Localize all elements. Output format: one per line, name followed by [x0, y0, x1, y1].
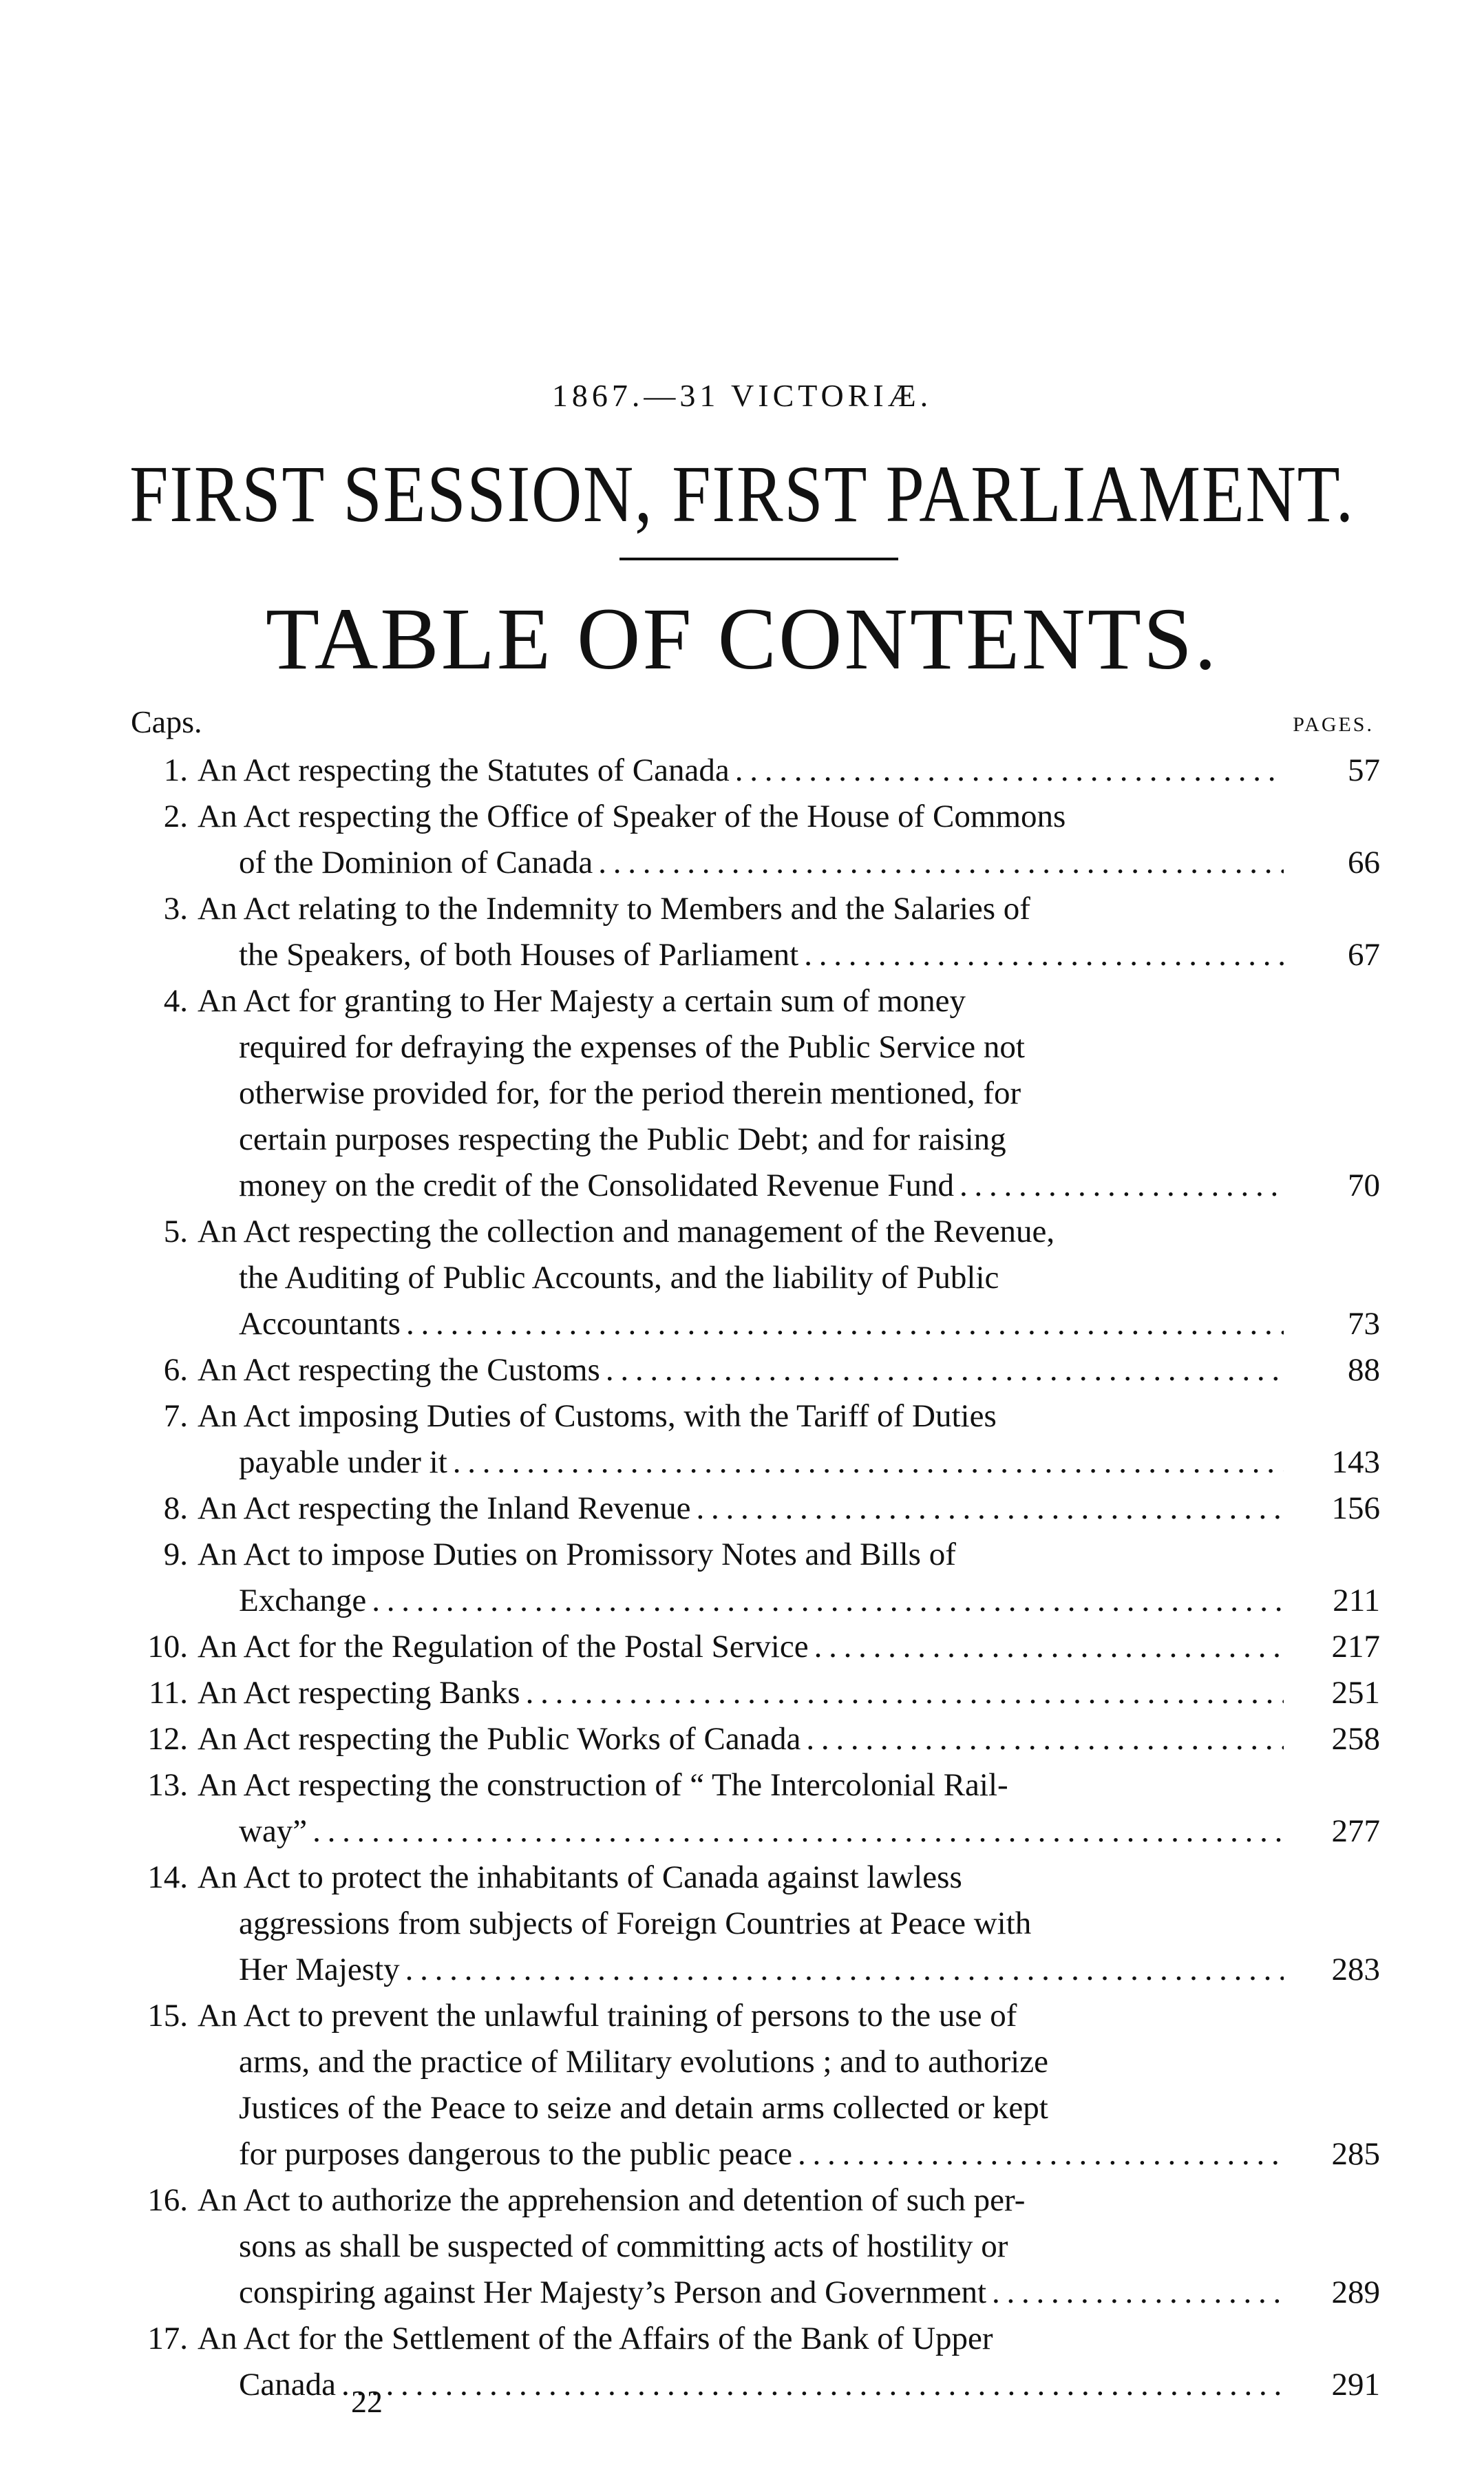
page-number: 156: [1331, 1490, 1380, 1526]
toc-entry: [120, 1486, 1380, 1532]
act-title-final-line: [239, 2270, 1284, 2316]
act-title-text: way”: [239, 1813, 308, 1849]
toc-entry: [120, 1532, 1380, 1624]
act-title-text: conspiring against Her Majesty’s Person and Government: [239, 2274, 987, 2310]
dot-leader: [598, 840, 1284, 886]
act-title-text: An Act respecting the Statutes of Canada: [198, 752, 730, 788]
act-title-final-line: [198, 1486, 1284, 1532]
act-title-final-line: [239, 1578, 1284, 1624]
chapter-number: 6.: [163, 1352, 188, 1388]
act-title-text: the Speakers, of both Houses of Parliament: [239, 937, 799, 973]
page-number: 211: [1333, 1583, 1380, 1618]
chapter-number: 14.: [147, 1859, 188, 1895]
act-title-text: An Act respecting the Inland Revenue: [198, 1490, 691, 1526]
dot-leader: [453, 1439, 1284, 1486]
act-title-final-line: [198, 1670, 1284, 1716]
act-title-final-line: [239, 840, 1284, 886]
chapter-number: 9.: [163, 1537, 188, 1572]
toc-entry: [120, 1393, 1380, 1486]
toc-entry: [120, 1347, 1380, 1393]
act-title-text: An Act respecting the Customs: [198, 1352, 600, 1388]
page-number: 283: [1331, 1952, 1380, 1987]
page-number: 289: [1331, 2274, 1380, 2310]
chapter-number: 12.: [147, 1721, 188, 1757]
chapter-number: 17.: [147, 2321, 188, 2356]
page-number: 57: [1348, 752, 1380, 788]
dot-leader: [960, 1163, 1284, 1209]
dot-leader: [992, 2270, 1284, 2316]
act-title-final-line: [198, 1347, 1284, 1393]
chapter-number: 2.: [163, 799, 188, 834]
chapter-number: 16.: [147, 2182, 188, 2218]
act-title-text: An Act respecting the Public Works of Canada: [198, 1721, 801, 1757]
toc-entry: [120, 978, 1380, 1209]
chapter-number: 15.: [147, 1998, 188, 2034]
act-title-final-line: [239, 1947, 1284, 1993]
act-title-line: An Act to impose Duties on Promissory Notes and Bills of: [198, 1537, 956, 1572]
chapter-number: 10.: [147, 1629, 188, 1665]
year-regnal-heading: 1867.—31 VICTORIÆ.: [551, 378, 933, 413]
page-number: 70: [1348, 1168, 1380, 1203]
page-number: 258: [1331, 1721, 1380, 1757]
dot-leader: [798, 2131, 1284, 2177]
act-title-text: payable under it: [239, 1444, 447, 1480]
signature-mark: 22: [351, 2384, 383, 2419]
page-number: 277: [1331, 1813, 1380, 1849]
dot-leader: [526, 1670, 1284, 1716]
toc-entry: [120, 1209, 1380, 1347]
act-title-line: An Act to authorize the apprehension and detention of such per-: [198, 2182, 1026, 2218]
dot-leader: [372, 1578, 1284, 1624]
act-title-line: An Act for granting to Her Majesty a certain sum of money: [198, 983, 966, 1019]
act-title-final-line: [239, 2131, 1284, 2177]
act-title-final-line: [198, 1624, 1284, 1670]
chapter-number: 3.: [163, 891, 188, 927]
toc-list: [120, 748, 1380, 2408]
chapter-number: 5.: [163, 1214, 188, 1249]
chapter-number: 11.: [148, 1675, 188, 1711]
act-title-text: Her Majesty: [239, 1952, 400, 1987]
toc-entry: [120, 1993, 1380, 2177]
dot-leader: [814, 1624, 1284, 1670]
act-title-line: otherwise provided for, for the period therein mentioned, for: [239, 1075, 1021, 1111]
toc-entry: [120, 2177, 1380, 2316]
dot-leader: [312, 1808, 1284, 1855]
page-number: 66: [1348, 845, 1380, 880]
chapter-number: 13.: [147, 1767, 188, 1803]
act-title-final-line: [239, 1808, 1284, 1855]
page-number: 291: [1331, 2367, 1380, 2403]
act-title-text: An Act respecting Banks: [198, 1675, 520, 1711]
session-title: FIRST SESSION, FIRST PARLIAMENT.: [129, 449, 1355, 539]
table-of-contents-title: TABLE OF CONTENTS.: [265, 590, 1219, 688]
title-divider: [619, 558, 898, 560]
toc-entry: [120, 886, 1380, 978]
act-title-line: the Auditing of Public Accounts, and the liability of Public: [239, 1260, 999, 1296]
act-title-line: An Act respecting the collection and management of the Revenue,: [198, 1214, 1055, 1249]
dot-leader: [806, 1716, 1284, 1762]
act-title-text: Accountants: [239, 1306, 401, 1342]
dot-leader: [735, 748, 1284, 794]
act-title-text: of the Dominion of Canada: [239, 845, 593, 880]
chapter-number: 7.: [163, 1398, 188, 1434]
act-title-final-line: [239, 1439, 1284, 1486]
act-title-line: An Act respecting the construction of “ The Intercolonial Rail-: [198, 1767, 1008, 1803]
dot-leader: [697, 1486, 1284, 1532]
act-title-line: An Act for the Settlement of the Affairs of the Bank of Upper: [198, 2321, 993, 2356]
act-title-text: Canada: [239, 2367, 336, 2403]
toc-entry: [120, 794, 1380, 886]
act-title-text: for purposes dangerous to the public peace: [239, 2136, 792, 2172]
page-number: 88: [1348, 1352, 1380, 1388]
act-title-final-line: [239, 932, 1284, 978]
page-number: 285: [1331, 2136, 1380, 2172]
act-title-line: An Act imposing Duties of Customs, with the Tariff of Duties: [198, 1398, 997, 1434]
act-title-line: An Act to protect the inhabitants of Canada against lawless: [198, 1859, 962, 1895]
act-title-line: An Act respecting the Office of Speaker of the House of Commons: [198, 799, 1066, 834]
toc-entry: [120, 1716, 1380, 1762]
act-title-line: An Act to prevent the unlawful training of persons to the use of: [198, 1998, 1017, 2034]
dot-leader: [804, 932, 1284, 978]
page-number: 73: [1348, 1306, 1380, 1342]
toc-entry: [120, 2316, 1380, 2408]
toc-entry: [120, 748, 1380, 794]
chapter-number: 8.: [163, 1490, 188, 1526]
toc-entry: [120, 1762, 1380, 1855]
act-title-final-line: [198, 1716, 1284, 1762]
act-title-line: Justices of the Peace to seize and detain arms collected or kept: [239, 2090, 1048, 2126]
page-number: 251: [1331, 1675, 1380, 1711]
dot-leader: [341, 2362, 1284, 2408]
act-title-final-line: [239, 2362, 1284, 2408]
pages-column-label: PAGES.: [1293, 713, 1374, 736]
chapter-number: 1.: [163, 752, 188, 788]
act-title-line: certain purposes respecting the Public Debt; and for raising: [239, 1121, 1006, 1157]
act-title-text: An Act for the Regulation of the Postal Service: [198, 1629, 809, 1665]
chapter-number: 4.: [163, 983, 188, 1019]
page-number: 143: [1331, 1444, 1380, 1480]
act-title-line: arms, and the practice of Military evolutions ; and to authorize: [239, 2044, 1048, 2080]
act-title-final-line: [198, 748, 1284, 794]
act-title-line: required for defraying the expenses of the Public Service not: [239, 1029, 1025, 1065]
toc-entry: [120, 1855, 1380, 1993]
act-title-final-line: [239, 1163, 1284, 1209]
act-title-text: Exchange: [239, 1583, 367, 1618]
act-title-text: money on the credit of the Consolidated Revenue Fund: [239, 1168, 955, 1203]
dot-leader: [606, 1347, 1284, 1393]
toc-entry: [120, 1670, 1380, 1716]
caps-column-label: Caps.: [131, 704, 202, 739]
dot-leader: [406, 1301, 1284, 1347]
page-number: 217: [1331, 1629, 1380, 1665]
act-title-final-line: [239, 1301, 1284, 1347]
act-title-line: aggressions from subjects of Foreign Countries at Peace with: [239, 1906, 1032, 1941]
act-title-line: An Act relating to the Indemnity to Members and the Salaries of: [198, 891, 1030, 927]
dot-leader: [405, 1947, 1284, 1993]
toc-entry: [120, 1624, 1380, 1670]
page-number: 67: [1348, 937, 1380, 973]
act-title-line: sons as shall be suspected of committing acts of hostility or: [239, 2228, 1008, 2264]
